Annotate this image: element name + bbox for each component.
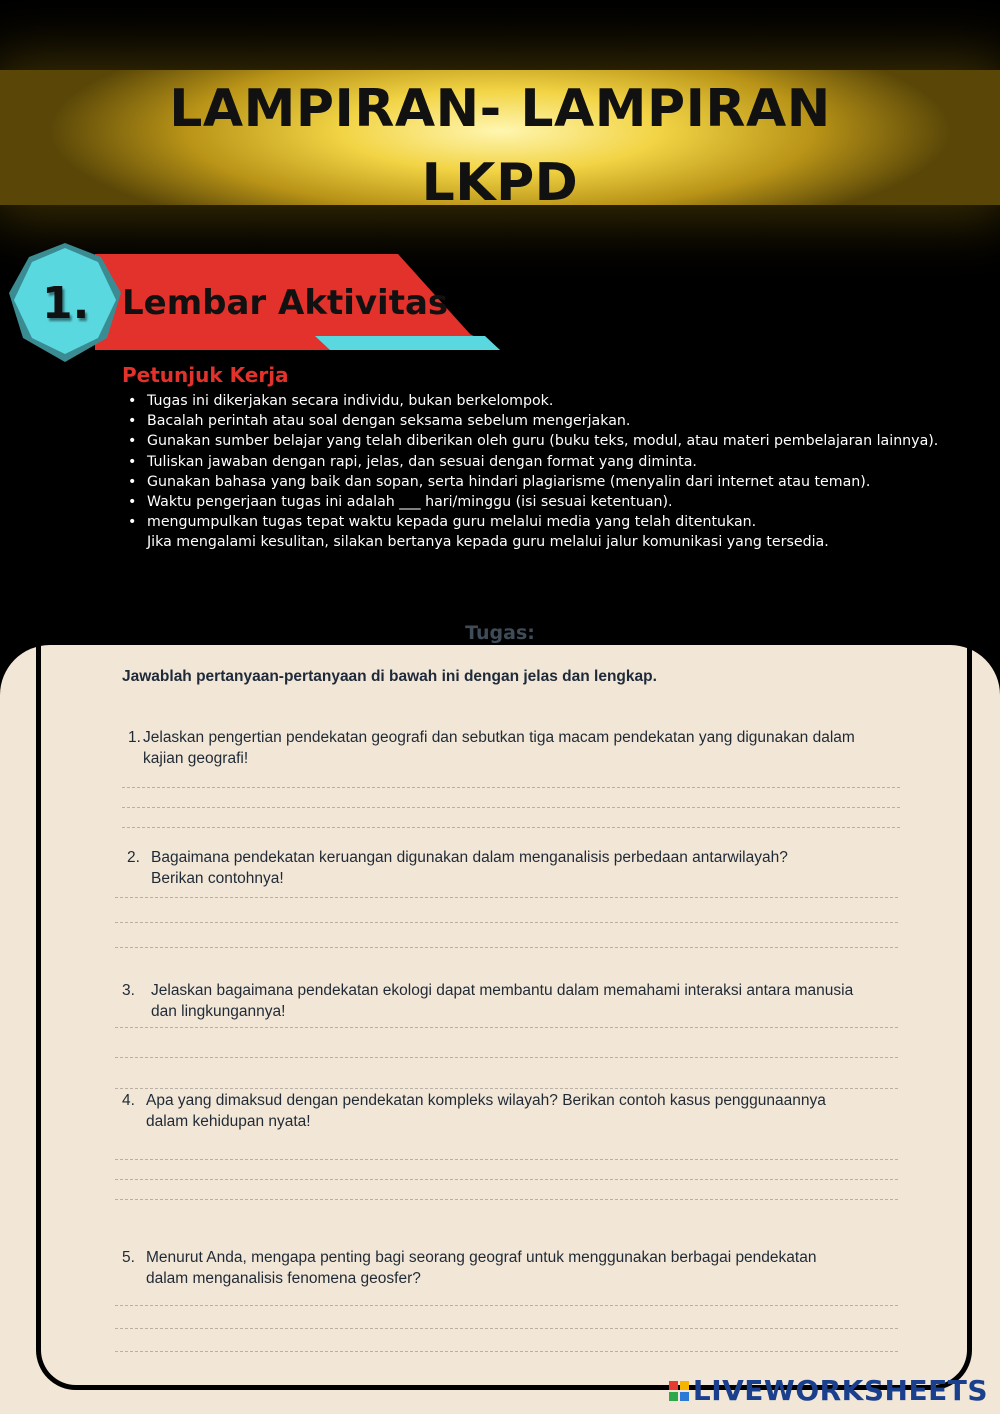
question-number: 4. bbox=[122, 1092, 135, 1109]
question-number: 1. bbox=[128, 729, 141, 746]
answer-line-3b[interactable] bbox=[115, 1057, 898, 1058]
answer-line-3c[interactable] bbox=[115, 1088, 898, 1089]
question-text-line-1: Menurut Anda, mengapa penting bagi seorang geograf untuk menggunakan berbagai pendekatan bbox=[146, 1249, 817, 1266]
question-text-line-2: kajian geografi! bbox=[143, 750, 249, 767]
instruction-item: • Gunakan sumber belajar yang telah diberikan oleh guru (buku teks, modul, atau materi pembelajaran lainnya). bbox=[125, 431, 985, 451]
question-text-line-2: Berikan contohnya! bbox=[151, 870, 284, 887]
instruction-item: • Tugas ini dikerjakan secara individu, bukan berkelompok. bbox=[125, 391, 985, 411]
page-title bbox=[0, 72, 1000, 220]
question-text-line-2: dalam menganalisis fenomena geosfer? bbox=[146, 1270, 421, 1287]
instruction-item: • Tuliskan jawaban dengan rapi, jelas, dan sesuai dengan format yang diminta. bbox=[125, 452, 985, 472]
instructions-list bbox=[125, 391, 985, 553]
question-text-line-2: dan lingkungannya! bbox=[151, 1003, 286, 1020]
question-text-line-1: Bagaimana pendekatan keruangan digunakan dalam menganalisis perbedaan antarwilayah? bbox=[151, 849, 788, 866]
instruction-item: • mengumpulkan tugas tepat waktu kepada guru melalui media yang telah ditentukan. bbox=[125, 512, 985, 532]
task-label: Tugas: bbox=[465, 622, 535, 644]
section-title: Lembar Aktivitas bbox=[122, 283, 449, 323]
instruction-item: • Bacalah perintah atau soal dengan seksama sebelum mengerjakan. bbox=[125, 411, 985, 431]
answer-line-5a[interactable] bbox=[115, 1305, 898, 1306]
instruction-item: • Gunakan bahasa yang baik dan sopan, serta hindari plagiarisme (menyalin dari internet atau teman). bbox=[125, 472, 985, 492]
question-2 bbox=[127, 847, 907, 889]
liveworksheets-logo-icon bbox=[669, 1381, 689, 1401]
answer-line-4a[interactable] bbox=[115, 1159, 898, 1160]
question-text-line-2: dalam kehidupan nyata! bbox=[146, 1113, 311, 1130]
instructions-heading: Petunjuk Kerja bbox=[122, 363, 289, 387]
question-text-line-1: Jelaskan pengertian pendekatan geografi dan sebutkan tiga macam pendekatan yang digunakan dalam bbox=[143, 729, 855, 746]
instruction-continuation: Jika mengalami kesulitan, silakan bertanya kepada guru melalui jalur komunikasi yang tersedia. bbox=[147, 534, 829, 551]
answer-line-4c[interactable] bbox=[115, 1199, 898, 1200]
question-1 bbox=[128, 727, 908, 769]
answer-line-3a[interactable] bbox=[115, 1027, 898, 1028]
question-4 bbox=[122, 1090, 912, 1132]
question-3 bbox=[122, 980, 912, 1022]
question-text-line-1: Apa yang dimaksud dengan pendekatan kompleks wilayah? Berikan contoh kasus penggunaannya bbox=[146, 1092, 826, 1109]
liveworksheets-logo-text: LIVEWORKSHEETS bbox=[692, 1374, 988, 1407]
answer-line-2c[interactable] bbox=[115, 947, 898, 948]
answer-line-1a[interactable] bbox=[122, 787, 900, 788]
question-number: 2. bbox=[127, 849, 140, 866]
page-title-line-1: LAMPIRAN- LAMPIRAN bbox=[169, 79, 831, 139]
answer-line-2b[interactable] bbox=[115, 922, 898, 923]
liveworksheets-logo bbox=[669, 1374, 988, 1407]
answer-line-4b[interactable] bbox=[115, 1179, 898, 1180]
question-number: 5. bbox=[122, 1249, 135, 1266]
answer-line-5b[interactable] bbox=[115, 1328, 898, 1329]
question-number: 3. bbox=[122, 982, 135, 999]
page-title-line-2: LKPD bbox=[421, 153, 579, 213]
task-instruction: Jawablah pertanyaan-pertanyaan di bawah ini dengan jelas dan lengkap. bbox=[122, 668, 657, 685]
answer-line-2a[interactable] bbox=[115, 897, 898, 898]
answer-line-1c[interactable] bbox=[122, 827, 900, 828]
question-text-line-1: Jelaskan bagaimana pendekatan ekologi dapat membantu dalam memahami interaksi antara manusia bbox=[151, 982, 854, 999]
section-number: 1. bbox=[42, 278, 90, 329]
answer-line-1b[interactable] bbox=[122, 807, 900, 808]
question-5 bbox=[122, 1247, 912, 1289]
instruction-item: • Waktu pengerjaan tugas ini adalah ___ hari/minggu (isi sesuai ketentuan). bbox=[125, 492, 985, 512]
answer-line-5c[interactable] bbox=[115, 1351, 898, 1352]
